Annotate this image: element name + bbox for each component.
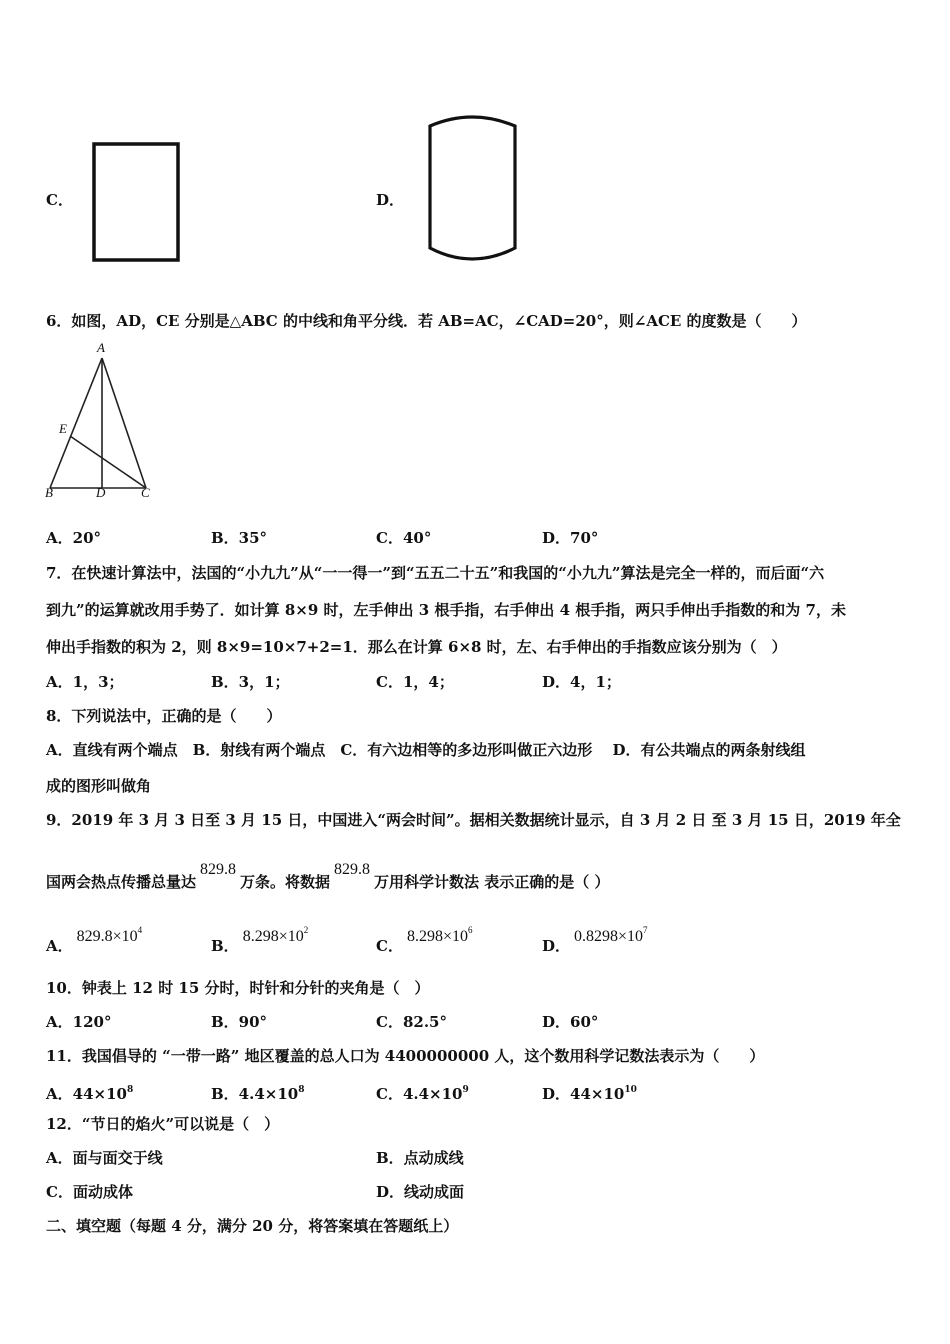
q7-line-1: 7．在快速计算法中，法国的“小九九”从“一一得一”到“五五二十五”和我国的“小九九”算法是完全一样的，而后面“六: [46, 564, 825, 582]
q9-option-c-base: 8.298×10: [406, 928, 468, 945]
q7-line-3: 伸出手指数的积为 2，则 8×9=10×7+2=1．那么在计算 6×8 时，左、右手伸出的手指数应该分别为（ ）: [46, 638, 787, 656]
q12-stem: 12．“节日的焰火”可以说是（ ）: [46, 1115, 280, 1133]
q11-option-b-base: B．4.4×10: [211, 1085, 299, 1103]
q9-option-d-base: 0.8298×10: [574, 928, 644, 945]
q9-option-d-exp: 7: [643, 925, 648, 935]
q9-option-a-base: 829.8×10: [76, 928, 138, 945]
q12-option-c: C．面动成体: [46, 1183, 133, 1201]
q11-option-d-exp: 10: [624, 1085, 637, 1095]
q9-line-2-part-c: 万用科学计数法 表示正确的是（ ）: [374, 873, 610, 891]
triangle-abc-figure: [38, 338, 168, 504]
q5-option-d-label: D．: [376, 191, 405, 209]
rectangle-figure: [90, 140, 184, 266]
q9-option-b-base: 8.298×10: [242, 928, 304, 945]
q6-option-b: B．35°: [211, 529, 268, 547]
q9-option-d-expr: [574, 925, 648, 945]
q11-option-a-base: A．44×10: [46, 1085, 127, 1103]
q11-option-b-exp: 8: [298, 1085, 305, 1095]
q11-option-a-exp: 8: [126, 1085, 134, 1095]
q9-option-a-label: A．: [46, 937, 73, 955]
q10-stem: 10．钟表上 12 时 15 分时，时针和分针的夹角是（ ）: [46, 979, 430, 997]
q10-option-c: C．82.5°: [376, 1013, 447, 1031]
q11-option-c-exp: 9: [462, 1085, 469, 1095]
q10-option-d: D．60°: [542, 1013, 599, 1031]
q7-option-d: D．4，1；: [542, 673, 621, 691]
q10-option-a: A．120°: [46, 1013, 112, 1031]
q5-option-c-label: C．: [46, 191, 73, 209]
q9-line-2-part-b: 万条。将数据: [240, 873, 331, 891]
q9-number-1: 829.8: [200, 861, 237, 878]
q10-option-b: B．90°: [211, 1013, 268, 1031]
q9-option-b-exp: 2: [303, 925, 309, 935]
q11-option-c: [376, 1080, 469, 1104]
q12-option-a: A．面与面交于线: [46, 1149, 163, 1167]
point-e-label: E: [59, 421, 67, 436]
q9-option-a: [46, 925, 143, 957]
q9-option-d: [542, 925, 648, 957]
q9-option-b-expr: [242, 925, 309, 945]
q9-number-2: 829.8: [334, 861, 371, 878]
vertex-c-label: C: [141, 485, 150, 500]
q7-line-2: 到九”的运算就改用手势了．如计算 8×9 时，左手伸出 3 根手指，右手伸出 4 根手指，两只手伸出手指数的和为 7，未: [46, 601, 846, 619]
section-2-heading: 二、填空题（每题 4 分，满分 20 分，将答案填在答题纸上）: [46, 1217, 459, 1235]
q11-option-d-base: D．44×10: [542, 1085, 625, 1103]
q9-option-a-exp: 4: [137, 925, 143, 935]
q11-option-a: [46, 1080, 133, 1104]
q12-option-b: B．点动成线: [376, 1149, 464, 1167]
q8-options-line-1: A．直线有两个端点 B．射线有两个端点 C．有六边相等的多边形叫做正六边形 D．有公共端点的两条射线组: [46, 741, 806, 759]
point-d-label: D: [96, 485, 106, 500]
q11-option-c-base: C．4.4×10: [376, 1085, 463, 1103]
vertex-a-label: A: [97, 340, 105, 355]
q12-option-d: D．线动成面: [376, 1183, 465, 1201]
q6-option-a: A．20°: [46, 529, 102, 547]
q9-line-2: [46, 861, 610, 893]
q6-option-c: C．40°: [376, 529, 432, 547]
q8-stem: 8．下列说法中，正确的是（ ）: [46, 707, 282, 725]
q9-option-c-label: C．: [376, 937, 403, 955]
q6-option-d: D．70°: [542, 529, 599, 547]
q9-option-b: [211, 925, 309, 957]
q9-option-b-label: B．: [211, 937, 239, 955]
q9-option-a-expr: [76, 925, 143, 945]
q7-option-c: C．1，4；: [376, 673, 454, 691]
q11-stem: 11．我国倡导的 “一带一路” 地区覆盖的总人口为 4400000000 人，这个数用科学记数法表示为（ ）: [46, 1047, 765, 1065]
q9-option-c-exp: 6: [467, 925, 473, 935]
q9-line-2-part-a: 国两会热点传播总量达: [46, 873, 197, 891]
curved-rectangle-figure: [422, 112, 524, 268]
q8-options-line-2: 成的图形叫做角: [46, 777, 152, 795]
vertex-b-label: B: [45, 485, 53, 500]
q11-option-d: [542, 1080, 637, 1104]
q9-line-1: 9．2019 年 3 月 3 日至 3 月 15 日，中国进入“两会时间”。据相关数据统计显示，自 3 月 2 日 至 3 月 15 日，2019 年全: [46, 811, 901, 829]
q7-option-b: B．3，1；: [211, 673, 290, 691]
q9-option-d-label: D．: [542, 937, 571, 955]
q6-stem: 6．如图，AD，CE 分别是△ABC 的中线和角平分线．若 AB=AC，∠CAD=20°，则∠ACE 的度数是（ ）: [46, 312, 807, 330]
q7-option-a: A．1，3；: [46, 673, 124, 691]
q11-option-b: [211, 1080, 304, 1104]
q9-option-c-expr: [406, 925, 473, 945]
q9-option-c: [376, 925, 473, 957]
